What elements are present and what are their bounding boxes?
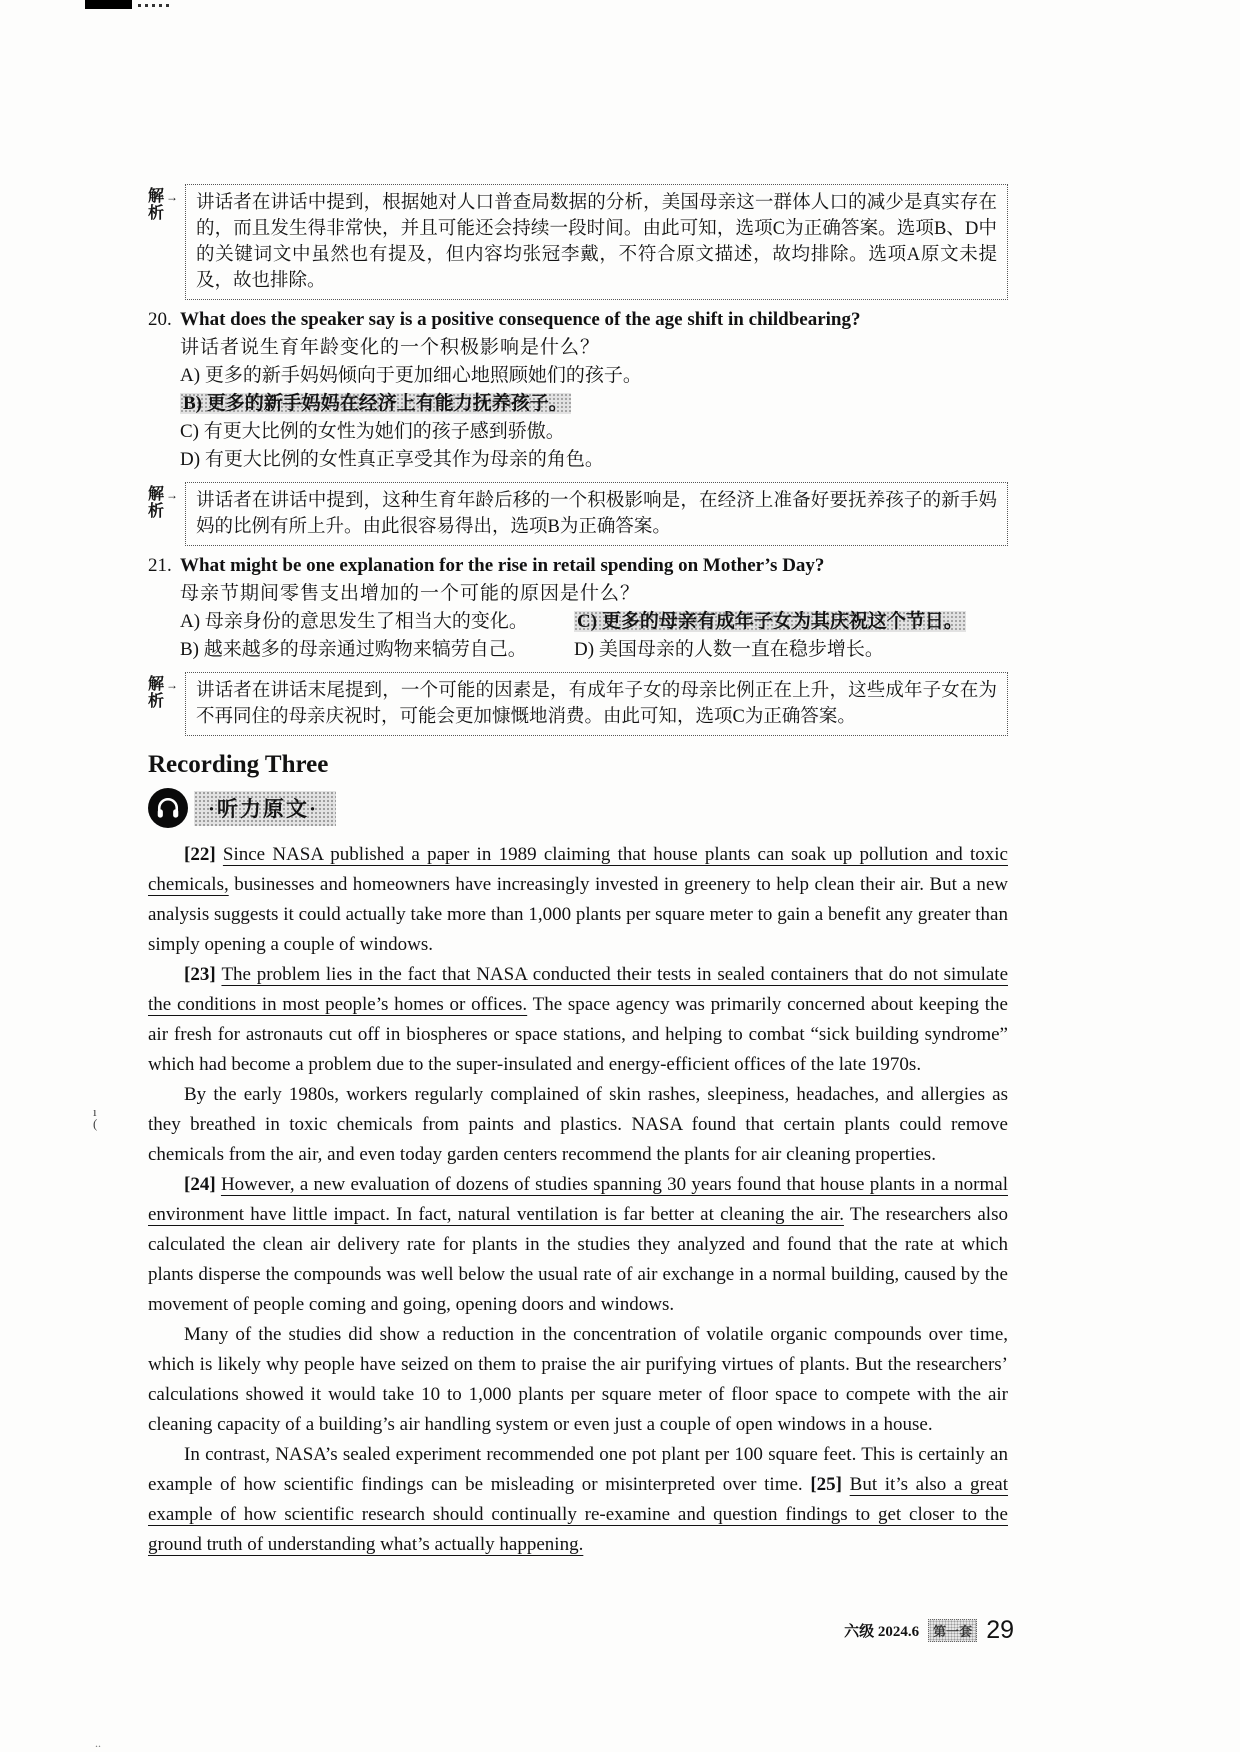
analysis-label-text: 解析 <box>148 676 165 710</box>
underlined-sentence: But it’s also a great example of how scientific research should continually re-examine and question findings to get closer to the ground truth of understanding what’s actually happening. <box>148 1474 1009 1555</box>
option-text: 美国母亲的人数一直在稳步增长。 <box>598 639 884 660</box>
footer-exam-label: 六级 2024.6 <box>844 1624 920 1640</box>
analysis-block-2 <box>148 482 1008 546</box>
option-label: D) <box>180 449 201 470</box>
paragraph-marker: [23] <box>184 964 222 985</box>
transcript-paragraph-5 <box>148 1320 1008 1440</box>
analysis-block-3 <box>148 672 1008 736</box>
option-text: 更多的新手妈妈倾向于更加细心地照顾她们的孩子。 <box>204 365 642 386</box>
underlined-sentence: The problem lies in the fact that NASA conducted their tests in sealed containers that do not simulate the conditions in most people’s homes or offices. <box>148 964 1008 1015</box>
paragraph-marker: [24] <box>184 1174 221 1195</box>
option-a <box>180 608 570 636</box>
headphones-icon <box>148 788 188 828</box>
analysis-label-text: 解析 <box>148 486 165 520</box>
scan-artifact-top-bar <box>85 0 132 9</box>
option-a <box>180 362 1008 390</box>
page-content <box>148 184 1008 1560</box>
analysis-label <box>148 676 182 710</box>
paragraph-text: The researchers also calculated the clean air delivery rate for plants in the studies they analyzed and found that the rate at which plants disperse the compounds was well below the usual rate of air exchange in a normal building, caused by the movement of people coming and going, opening doors and windows. <box>148 1204 1008 1315</box>
scan-artifact-bottom-dots: .. <box>95 1736 101 1750</box>
transcript-paragraph-24 <box>148 1170 1008 1320</box>
footer-page-number: 29 <box>986 1616 1014 1644</box>
analysis-text: 讲话者在讲话末尾提到，一个可能的因素是，有成年子女的母亲比例正在上升，这些成年子女在为不再同住的母亲庆祝时，可能会更加慷慨地消费。由此可知，选项C为正确答案。 <box>185 672 1008 736</box>
arrow-right-icon: → <box>166 488 178 502</box>
paragraph-marker: [22] <box>184 844 223 865</box>
listening-transcript <box>148 840 1008 1560</box>
answer-highlight <box>574 611 966 632</box>
underlined-sentence: However, a new evaluation of dozens of studies spanning 30 years found that house plants in a normal environment have little impact. In fact, natural ventilation is far better at cleaning the air. <box>148 1174 1008 1225</box>
paragraph-marker: [25] <box>810 1474 850 1495</box>
transcript-paragraph-22 <box>148 840 1008 960</box>
option-text: 母亲身份的意思发生了相当大的变化。 <box>204 611 528 632</box>
question-text: What does the speaker say is a positive consequence of the age shift in childbearing? <box>180 309 861 330</box>
arrow-right-icon: → <box>166 678 178 692</box>
option-label: A) <box>180 365 201 386</box>
option-label: D) <box>574 639 595 660</box>
question-20 <box>148 306 1008 474</box>
option-text: 越来越多的母亲通过购物来犒劳自己。 <box>203 639 527 660</box>
option-text: 有更大比例的女性真正享受其作为母亲的角色。 <box>204 449 604 470</box>
transcript-paragraph-23 <box>148 960 1008 1080</box>
option-d <box>574 636 1008 664</box>
recording-title: Recording Three <box>148 751 329 778</box>
option-b-answer <box>180 390 1008 418</box>
analysis-label <box>148 486 182 520</box>
option-c-answer <box>574 608 1008 636</box>
transcript-paragraph-25 <box>148 1440 1008 1560</box>
question-21 <box>148 552 1008 664</box>
paragraph-text: By the early 1980s, workers regularly complained of skin rashes, sleepiness, headaches, and allergies as they breathed in toxic chemicals from paints and plastics. NASA found that certain plants could remove chemicals from the air, and even today garden centers recommend the plants for air cleaning properties. <box>148 1084 1008 1165</box>
question-text: What might be one explanation for the rise in retail spending on Mother’s Day? <box>180 555 825 576</box>
question-number: 20. <box>148 309 172 330</box>
paragraph-text: businesses and homeowners have increasingly invested in greenery to help clean their air. But a new analysis suggests it could actually take more than 1,000 plants per square meter to gain a benefit any greater than simply opening a couple of windows. <box>148 874 1008 955</box>
option-label: A) <box>180 611 201 632</box>
option-text: 更多的母亲有成年子女为其庆祝这个节日。 <box>601 611 963 632</box>
analysis-label-text: 解析 <box>148 188 165 222</box>
option-label: B) <box>180 639 199 660</box>
option-label: C) <box>577 611 598 632</box>
option-d <box>180 446 1008 474</box>
option-text: 有更大比例的女性为她们的孩子感到骄傲。 <box>203 421 565 442</box>
analysis-text: 讲话者在讲话中提到，这种生育年龄后移的一个积极影响是，在经济上准备好要抚养孩子的新手妈妈的比例有所上升。由此很容易得出，选项B为正确答案。 <box>185 482 1008 546</box>
option-label: B) <box>183 393 202 414</box>
transcript-paragraph-3 <box>148 1080 1008 1170</box>
question-translation: 母亲节期间零售支出增加的一个可能的原因是什么？ <box>180 583 641 604</box>
scan-artifact-top-dots <box>138 4 172 7</box>
page-footer <box>844 1616 1014 1645</box>
paragraph-text: Many of the studies did show a reduction in the concentration of volatile organic compounds over time, which is likely why people have seized on them to praise the air purifying virtues of plants. But the researchers’ calculations showed it would take 10 to 1,000 plants per square meter of floor space to compete with the air cleaning capacity of a building’s air handling system or even just a couple of open windows in a house. <box>148 1324 1008 1435</box>
analysis-text: 讲话者在讲话中提到，根据她对人口普查局数据的分析，美国母亲这一群体人口的减少是真实存在的，而且发生得非常快，并且可能还会持续一段时间。由此可知，选项C为正确答案。选项B、D中的关键词文中虽然也有提及，但内容均张冠李戴，不符合原文描述，故均排除。选项A原文未提及，故也排除。 <box>185 184 1008 300</box>
answer-highlight <box>180 393 571 414</box>
arrow-right-icon: → <box>166 190 178 204</box>
option-text: 更多的新手妈妈在经济上有能力抚养孩子。 <box>206 393 568 414</box>
transcript-badge <box>148 788 1008 828</box>
transcript-badge-label: ·听力原文· <box>194 791 336 826</box>
analysis-block-1 <box>148 184 1008 300</box>
question-number: 21. <box>148 555 172 576</box>
option-label: C) <box>180 421 199 442</box>
paragraph-text: The space agency was primarily concerned about keeping the air fresh for astronauts cut off in biospheres or space stations, and helping to combat “sick building syndrome” which had become a problem due to the super-insulated and energy-efficient offices of the late 1970s. <box>148 994 1008 1075</box>
scan-artifact-left-marks: ı ( <box>93 1104 98 1131</box>
question-translation: 讲话者说生育年龄变化的一个积极影响是什么？ <box>180 337 601 358</box>
underlined-sentence: Since NASA published a paper in 1989 claiming that house plants can soak up pollution and toxic chemicals, <box>148 844 1008 895</box>
option-c <box>180 418 1008 446</box>
footer-set-badge: 第一套 <box>928 1619 977 1642</box>
paragraph-text: In contrast, NASA’s sealed experiment recommended one pot plant per 100 square feet. This is certainly an example of how scientific findings can be misleading or misinterpreted over time. <box>148 1444 1008 1495</box>
option-b <box>180 636 570 664</box>
analysis-label <box>148 188 182 222</box>
